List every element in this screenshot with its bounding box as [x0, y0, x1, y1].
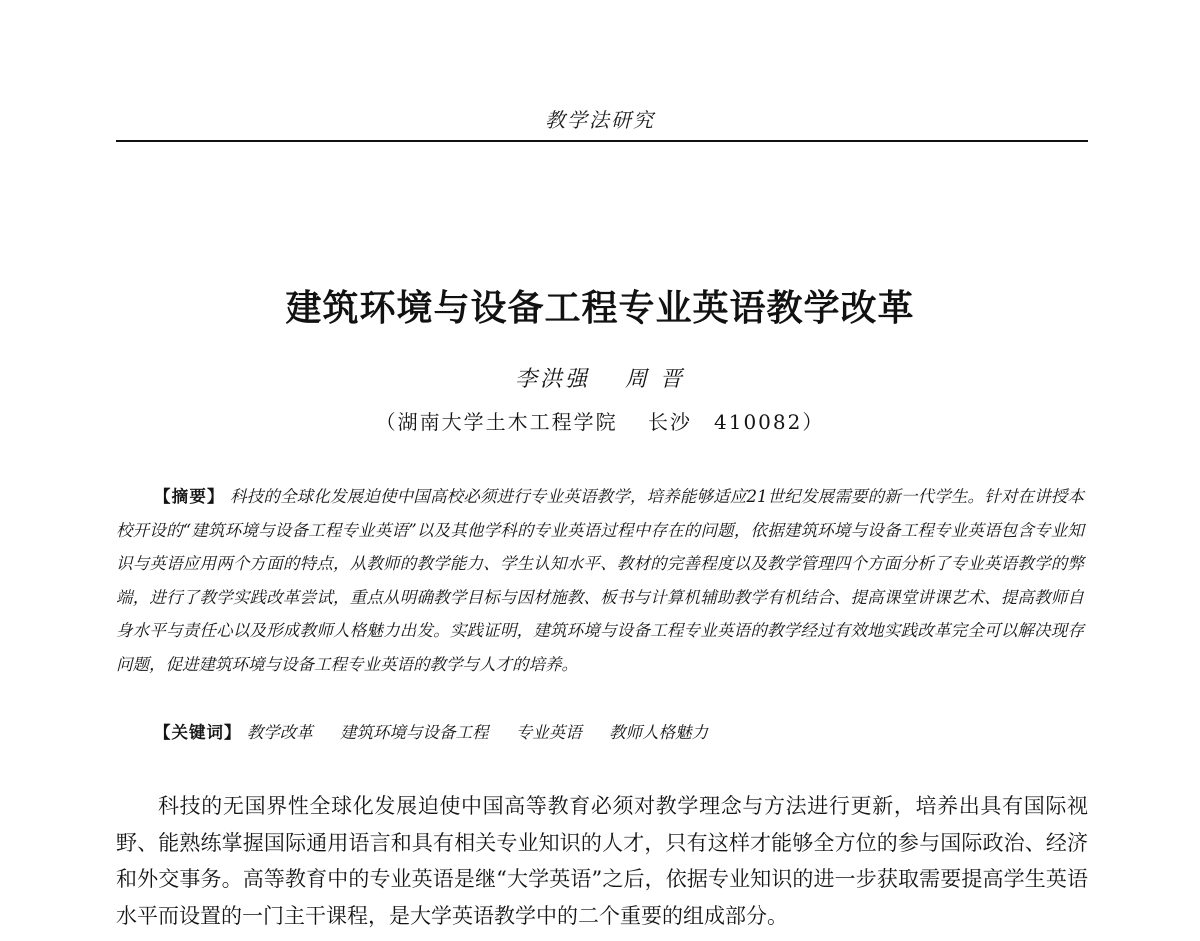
keywords — [154, 716, 1084, 749]
keywords-label: 【关键词】 — [154, 723, 242, 742]
header-rule — [116, 140, 1088, 142]
keyword-item: 专业英语 — [515, 723, 582, 742]
keyword-item: 教学改革 — [246, 723, 313, 742]
keyword-item: 教师人格魅力 — [609, 723, 708, 742]
abstract — [116, 480, 1084, 681]
running-header: 教学法研究 — [545, 108, 655, 132]
abstract-label: 【摘要】 — [154, 487, 225, 506]
paper-title: 建筑环境与设备工程专业英语教学改革 — [285, 288, 915, 329]
authors: 李洪强 周 晋 — [515, 367, 685, 392]
body-paragraph: 科技的无国界性全球化发展迫使中国高等教育必须对教学理念与方法进行更新，培养出具有国际视野、能熟练掌握国际通用语言和具有相关专业知识的人才，只有这样才能够全方位的参与国际政治、经济和外交事务。高等教育中的专业英语是继“大学英语”之后，依据专业知识的进一步获取需要提高学生英语水平而设置的一门主干课程，是大学英语教学中的二个重要的组成部分。 — [116, 794, 1088, 928]
keyword-item: 建筑环境与设备工程 — [340, 723, 489, 742]
abstract-text: 科技的全球化发展迫使中国高校必须进行专业英语教学，培养能够适应21世纪发展需要的新一代学生。针对在讲授本校开设的“建筑环境与设备工程专业英语”以及其他学科的专业英语过程中存在的问题，依据建筑环境与设备工程专业英语包含专业知识与英语应用两个方面的特点，从教师的教学能力、学生认知水平、教材的完善程度以及教学管理四个方面分析了专业英语教学的弊端，进行了教学实践改革尝试，重点从明确教学目标与因材施教、板书与计算机辅助教学有机结合、提高课堂讲课艺术、提高教师自身水平与责任心以及形成教师人格魅力出发。实践证明，建筑环境与设备工程专业英语的教学经过有效地实践改革完全可以解决现存问题，促进建筑环境与设备工程专业英语的教学与人才的培养。 — [116, 487, 1084, 674]
affiliation: （湖南大学土木工程学院 长沙 410082） — [375, 410, 825, 434]
